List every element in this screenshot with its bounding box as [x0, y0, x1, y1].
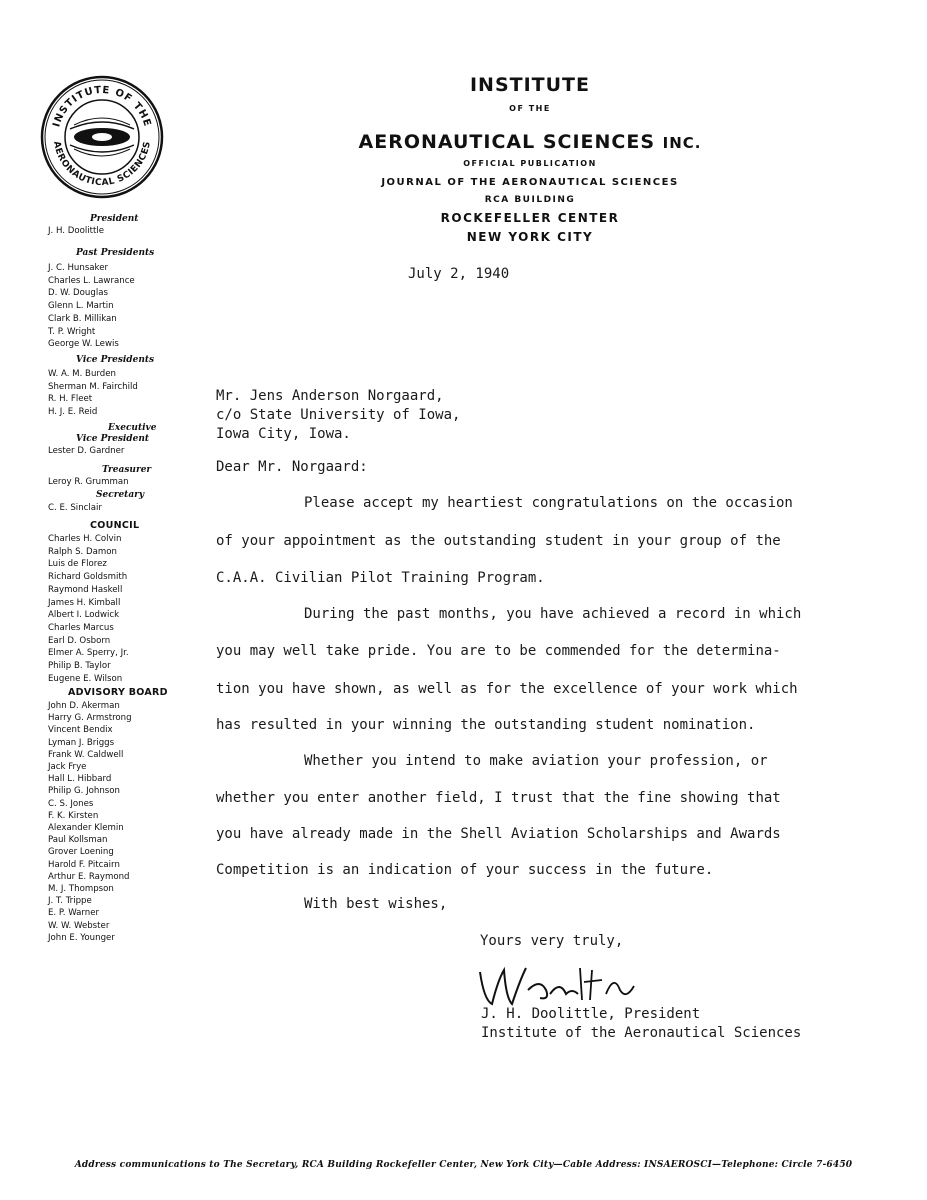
body-line: Please accept my heartiest congratulations on the occasion	[304, 495, 793, 511]
closing-wishes: With best wishes,	[304, 896, 448, 912]
sidebar-name-entry: H. J. E. Reid	[48, 407, 98, 418]
sidebar-name-entry: W. W. Webster	[48, 920, 110, 931]
salutation: Dear Mr. Norgaard:	[216, 459, 368, 475]
sidebar-name-entry: F. K. Kirsten	[48, 810, 99, 821]
sidebar-name-entry: Raymond Haskell	[48, 584, 123, 595]
sidebar-name-entry: Sherman M. Fairchild	[48, 381, 138, 392]
signer-organization: Institute of the Aeronautical Sciences	[481, 1025, 802, 1041]
secretary-name: C. E. Sinclair	[48, 503, 102, 513]
sidebar-name-entry: Grover Loening	[48, 847, 114, 858]
sidebar-name-entry: Charles Marcus	[48, 622, 114, 633]
sidebar-name-entry: C. S. Jones	[48, 798, 94, 809]
advisory-board-label: ADVISORY BOARD	[68, 687, 168, 698]
signer-name: J. H. Doolittle, President	[481, 1006, 701, 1022]
sidebar-name-entry: Alexander Klemin	[48, 823, 124, 833]
sidebar-name-entry: Harry G. Armstrong	[48, 713, 132, 724]
sidebar-name-entry: Glenn L. Martin	[48, 301, 114, 312]
vice-president-label: Vice President	[76, 434, 150, 444]
body-line: Competition is an indication of your success in the future.	[216, 862, 714, 878]
letter-date: July 2, 1940	[408, 266, 510, 282]
sidebar-name-entry: Clark B. Millikan	[48, 313, 117, 324]
letterhead-official: OFFICIAL PUBLICATION	[463, 159, 597, 168]
body-line: tion you have shown, as well as for the excellence of your work which	[216, 681, 798, 697]
sidebar-name-entry: Elmer A. Sperry, Jr.	[48, 648, 129, 659]
treasurer-label: Treasurer	[102, 465, 152, 475]
address-line: Mr. Jens Anderson Norgaard,	[216, 388, 444, 404]
letterhead-society-name: AERONAUTICAL SCIENCES	[358, 131, 656, 153]
sidebar-name-entry: D. W. Douglas	[48, 288, 108, 299]
secretary-label: Secretary	[96, 490, 145, 500]
body-line: C.A.A. Civilian Pilot Training Program.	[216, 570, 545, 586]
sidebar-name-entry: J. C. Hunsaker	[48, 263, 109, 273]
letterhead-suffix: INC.	[662, 134, 702, 152]
treasurer-name: Leroy R. Grumman	[48, 477, 129, 487]
address-line: Iowa City, Iowa.	[216, 426, 351, 442]
letterhead-institute: INSTITUTE	[469, 74, 590, 96]
letterhead-city: NEW YORK CITY	[466, 230, 594, 244]
body-line: you have already made in the Shell Aviation Scholarships and Awards	[216, 826, 781, 842]
sidebar-name-entry: Ralph S. Damon	[48, 546, 117, 557]
letterhead-of-the: OF THE	[509, 104, 551, 113]
sidebar-name-entry: Charles H. Colvin	[48, 534, 122, 544]
sidebar-name-entry: Albert I. Lodwick	[48, 610, 120, 621]
sidebar-name-entry: Eugene E. Wilson	[48, 673, 123, 684]
sidebar-name-entry: Paul Kollsman	[48, 835, 108, 846]
sidebar-name-entry: Jack Frye	[48, 762, 87, 772]
vice-presidents-label: Vice Presidents	[76, 355, 155, 365]
body-line: of your appointment as the outstanding student in your group of the	[216, 533, 781, 549]
sidebar-name-entry: Hall L. Hibbard	[48, 774, 112, 785]
body-line: During the past months, you have achieved a record in which	[304, 606, 802, 622]
sidebar-name-entry: John D. Akerman	[48, 701, 120, 711]
sidebar-name-entry: John E. Younger	[48, 932, 115, 943]
letterhead-society	[230, 131, 830, 153]
sidebar-name-entry: Vincent Bendix	[48, 725, 113, 736]
president-name: J. H. Doolittle	[48, 226, 105, 236]
executive-name: Lester D. Gardner	[48, 446, 125, 456]
council-label: COUNCIL	[90, 520, 140, 531]
body-line: has resulted in your winning the outstanding student nomination.	[216, 717, 756, 733]
sidebar-name-entry: Lyman J. Briggs	[48, 737, 115, 748]
sidebar-name-entry: W. A. M. Burden	[48, 369, 116, 379]
sidebar-name-entry: Arthur E. Raymond	[48, 871, 130, 882]
sidebar-name-entry: R. H. Fleet	[48, 394, 93, 405]
sidebar-name-entry: Philip G. Johnson	[48, 786, 120, 797]
institute-seal-logo	[40, 75, 164, 199]
sidebar-name-entry: M. J. Thompson	[48, 884, 114, 894]
svg-text:INSTITUTE OF THE: INSTITUTE OF THE	[51, 84, 153, 129]
closing-salutation: Yours very truly,	[480, 933, 624, 949]
sidebar-name-entry: Luis de Florez	[48, 559, 107, 570]
sidebar-name-entry: Philip B. Taylor	[48, 661, 111, 671]
svg-text:AERONAUTICAL SCIENCES: AERONAUTICAL SCIENCES	[51, 140, 153, 189]
letterhead-center: ROCKEFELLER CENTER	[440, 211, 620, 225]
footer-address: Address communications to The Secretary, RCA Building Rockefeller Center, New York City—Cable Address: INSAEROSCI—Telephone: Circle 7-6450	[74, 1160, 853, 1170]
sidebar-name-entry: Richard Goldsmith	[48, 572, 128, 583]
past-presidents-label: Past Presidents	[76, 248, 155, 258]
sidebar-name-entry: Charles L. Lawrance	[48, 275, 135, 286]
sidebar-name-entry: George W. Lewis	[48, 339, 119, 350]
body-line: whether you enter another field, I trust that the fine showing that	[216, 790, 781, 806]
executive-label: Executive	[108, 423, 157, 433]
sidebar-name-entry: James H. Kimball	[48, 597, 121, 608]
letterhead-journal: JOURNAL OF THE AERONAUTICAL SCIENCES	[381, 177, 679, 188]
letterhead-building: RCA BUILDING	[484, 195, 576, 205]
sidebar-name-entry: E. P. Warner	[48, 908, 100, 919]
body-line: Whether you intend to make aviation your profession, or	[304, 753, 768, 769]
address-line: c/o State University of Iowa,	[216, 407, 461, 423]
body-line: you may well take pride. You are to be commended for the determina-	[216, 643, 781, 659]
president-label: President	[90, 214, 139, 224]
sidebar-name-entry: Frank W. Caldwell	[48, 749, 124, 760]
sidebar-name-entry: T. P. Wright	[48, 326, 96, 337]
sidebar-name-entry: Earl D. Osborn	[48, 635, 111, 646]
sidebar-name-entry: Harold F. Pitcairn	[48, 859, 120, 870]
sidebar-name-entry: J. T. Trippe	[48, 896, 92, 907]
